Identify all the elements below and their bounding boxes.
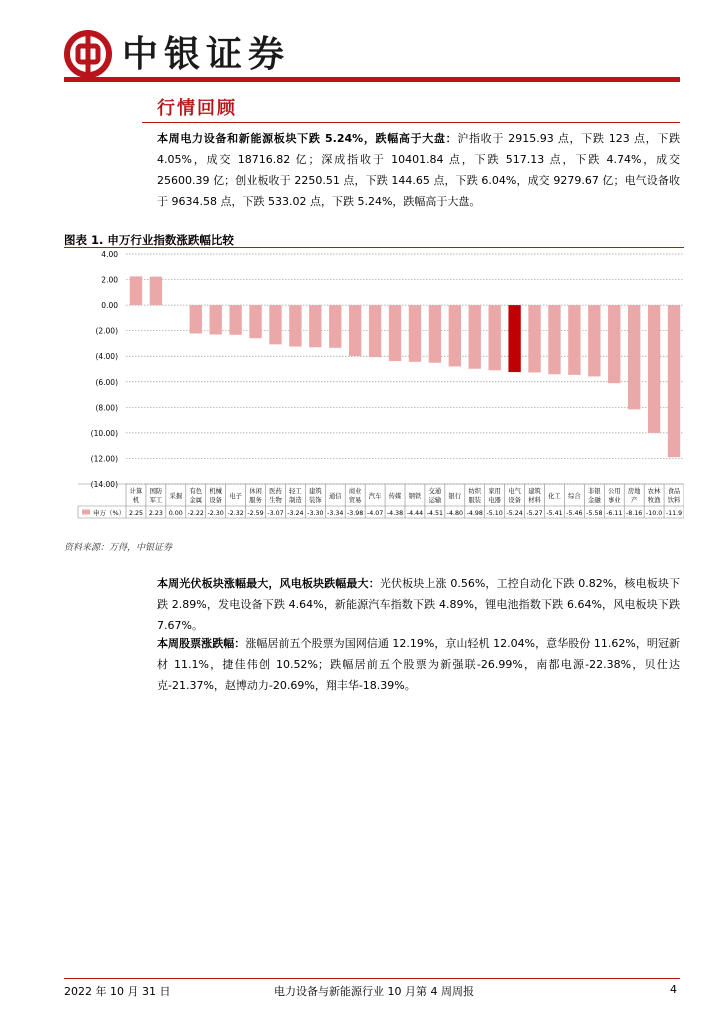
bar-1: [150, 277, 162, 305]
category-label: 电气: [508, 488, 521, 495]
data-label: -4.38: [386, 510, 404, 517]
y-tick-label: (14.00): [90, 480, 118, 489]
section-title: 行情回顾: [157, 98, 237, 119]
data-label: -4.98: [466, 510, 483, 517]
category-label: 建筑: [309, 488, 322, 495]
sector-text: 光伏板块上涨 0.56%，工控自动化下跌 0.82%，核电板块下跌 2.89%，发电设备下跌 4.64%，新能源汽车指数下跌 4.89%，锂电池指数下跌 6.64%，风电板块下跌 7.67%。: [157, 577, 680, 632]
data-label: -4.44: [406, 510, 424, 517]
y-tick-label: 2.00: [101, 275, 118, 285]
footer-title: 电力设备与新能源行业 10 月第 4 周周报: [274, 985, 474, 998]
sector-lead: 本周光伏板块涨幅最大，风电板块跌幅最大：: [157, 577, 380, 590]
footer-rule: [64, 978, 680, 979]
stock-lead: 本周股票涨跌幅：: [157, 637, 246, 650]
category-label: 农林: [647, 488, 661, 495]
legend-label: 申万（%）: [93, 509, 126, 517]
category-label: 设备: [508, 497, 521, 504]
category-label: 生物: [269, 497, 282, 504]
bar-9: [309, 305, 321, 347]
data-label: -3.30: [307, 510, 324, 517]
figure-title: 图表 1. 申万行业指数涨跌幅比较: [64, 233, 234, 247]
data-label: -11.9: [665, 510, 683, 517]
category-label: 金属: [189, 497, 203, 504]
bar-14: [409, 305, 421, 362]
category-label: 有色: [189, 488, 203, 495]
category-label: 国防: [149, 488, 163, 495]
category-label: 计算: [129, 488, 143, 495]
data-label: -3.34: [327, 510, 344, 517]
bar-12: [369, 305, 381, 357]
bar-22: [568, 305, 580, 375]
y-tick-label: (8.00): [95, 403, 118, 413]
bar-23: [588, 305, 600, 376]
category-label: 汽车: [368, 493, 382, 500]
footer-date: 2022 年 10 月 31 日: [64, 985, 171, 998]
category-label: 传媒: [388, 493, 402, 500]
category-label: 设备: [209, 497, 222, 504]
brand-name: 中银证券: [122, 33, 291, 75]
bar-7: [269, 305, 281, 344]
header-rule: [64, 77, 680, 82]
figure-source: 资料来源：万得，中银证券: [64, 543, 173, 553]
category-label: 电器: [488, 497, 501, 504]
category-label: 材料: [528, 497, 541, 504]
sector-paragraph: [157, 573, 680, 636]
bar-4: [210, 305, 222, 334]
category-label: 金融: [588, 497, 601, 504]
data-label: 2.23: [148, 510, 163, 517]
category-label: 运输: [428, 497, 442, 504]
category-label: 非银: [588, 488, 601, 495]
market-summary-text: 沪指收于 2915.93 点，下跌 123 点，下跌 4.05%，成交 18716.82 亿；深成指收于 10401.84 点，下跌 517.13 点，下跌 4.74%，成交 25600.39 亿；创业板收于 2250.51 点，下跌 144.65 点，下跌 6.04%，成交 9279.67 亿；电气设备收于 9634.58 点，下跌 533.02 点，下跌 5.24%，跌幅高于大盘。: [157, 132, 680, 208]
bar-5: [229, 305, 241, 335]
category-label: 交通: [428, 488, 442, 495]
category-label: 食品: [667, 488, 681, 495]
bar-24: [608, 305, 620, 383]
stock-text: 涨幅居前五个股票为国网信通 12.19%，京山轻机 12.04%，意华股份 11.62%，明冠新材 11.1%，捷佳伟创 10.52%；跌幅居前五个股票为新强联-26.99%，南都电源-22.38%，贝仕达克-21.37%，赵博动力-20.69%，翔丰华-18.39%。: [157, 637, 680, 692]
category-label: 房地: [627, 488, 641, 495]
data-label: -4.80: [446, 510, 463, 517]
section-rule: [142, 122, 680, 123]
bar-3: [190, 305, 202, 333]
data-label: -2.59: [247, 510, 264, 517]
category-label: 化工: [548, 493, 561, 500]
data-label: -10.0: [645, 510, 663, 517]
data-label: -2.32: [227, 510, 244, 517]
y-tick-label: 0.00: [101, 301, 118, 311]
data-label: -5.41: [546, 510, 563, 517]
category-label: 银行: [448, 493, 462, 500]
category-label: 轻工: [289, 488, 302, 495]
bar-21: [548, 305, 560, 374]
y-tick-label: 4.00: [101, 250, 118, 259]
category-label: 牧渔: [647, 497, 661, 504]
bar-11: [349, 305, 361, 356]
category-label: 军工: [149, 497, 163, 504]
category-label: 休闲: [249, 488, 262, 495]
category-label: 电子: [229, 493, 242, 500]
data-label: 2.25: [128, 510, 143, 517]
category-label: 综合: [568, 493, 581, 500]
bar-18: [489, 305, 501, 370]
category-label: 通信: [328, 493, 342, 500]
category-label: 公用: [607, 488, 621, 495]
y-tick-label: (12.00): [90, 454, 118, 464]
data-label: 0.00: [168, 510, 183, 517]
category-label: 事业: [607, 497, 621, 504]
market-summary-paragraph: [157, 128, 680, 212]
y-tick-label: (4.00): [95, 352, 118, 362]
data-label: -3.24: [287, 510, 304, 517]
bar-19: [508, 305, 520, 372]
data-label: -5.58: [586, 510, 603, 517]
category-label: 贸易: [348, 497, 362, 504]
data-label: -3.07: [267, 510, 284, 517]
y-tick-label: (10.00): [90, 428, 118, 438]
category-label: 装饰: [309, 497, 322, 504]
bar-25: [628, 305, 640, 409]
bar-26: [648, 305, 660, 433]
bar-8: [289, 305, 301, 346]
y-tick-label: (6.00): [95, 377, 118, 387]
category-label: 医药: [269, 488, 282, 495]
bar-20: [528, 305, 540, 372]
category-label: 机: [132, 497, 140, 504]
page-number: 4: [670, 983, 677, 996]
bar-27: [668, 305, 680, 457]
category-label: 制造: [289, 497, 302, 504]
category-label: 服装: [468, 497, 482, 504]
data-label: -8.16: [626, 510, 643, 517]
bar-10: [329, 305, 341, 348]
data-label: -5.46: [566, 510, 583, 517]
category-label: 钢铁: [408, 493, 422, 500]
category-label: 采掘: [169, 493, 183, 500]
y-tick-label: (2.00): [95, 326, 118, 336]
bar-0: [130, 276, 142, 305]
bar-13: [389, 305, 401, 361]
market-summary-lead: 本周电力设备和新能源板块下跌 5.24%，跌幅高于大盘：: [157, 132, 458, 145]
legend-swatch: [82, 510, 90, 515]
data-label: -5.10: [486, 510, 503, 517]
bar-15: [429, 305, 441, 363]
bar-17: [469, 305, 481, 369]
data-label: -2.30: [207, 510, 224, 517]
category-label: 商业: [348, 488, 362, 495]
industry-change-bar-chart: [64, 248, 684, 520]
category-label: 建筑: [528, 488, 541, 495]
data-label: -3.98: [347, 510, 364, 517]
data-label: -4.07: [366, 510, 384, 517]
bar-6: [249, 305, 261, 338]
category-label: 家用: [488, 488, 501, 495]
data-label: -2.22: [187, 510, 204, 517]
data-label: -6.11: [606, 510, 623, 517]
category-label: 机械: [209, 488, 222, 495]
data-label: -5.27: [526, 510, 543, 517]
stock-paragraph: [157, 633, 680, 696]
boc-logo-icon: [64, 30, 112, 78]
category-label: 产: [631, 497, 638, 504]
category-label: 纺织: [468, 488, 482, 495]
category-label: 饮料: [667, 497, 681, 504]
data-label: -5.24: [506, 510, 523, 517]
bar-16: [449, 305, 461, 366]
category-label: 服务: [249, 497, 262, 504]
data-label: -4.51: [426, 510, 444, 517]
